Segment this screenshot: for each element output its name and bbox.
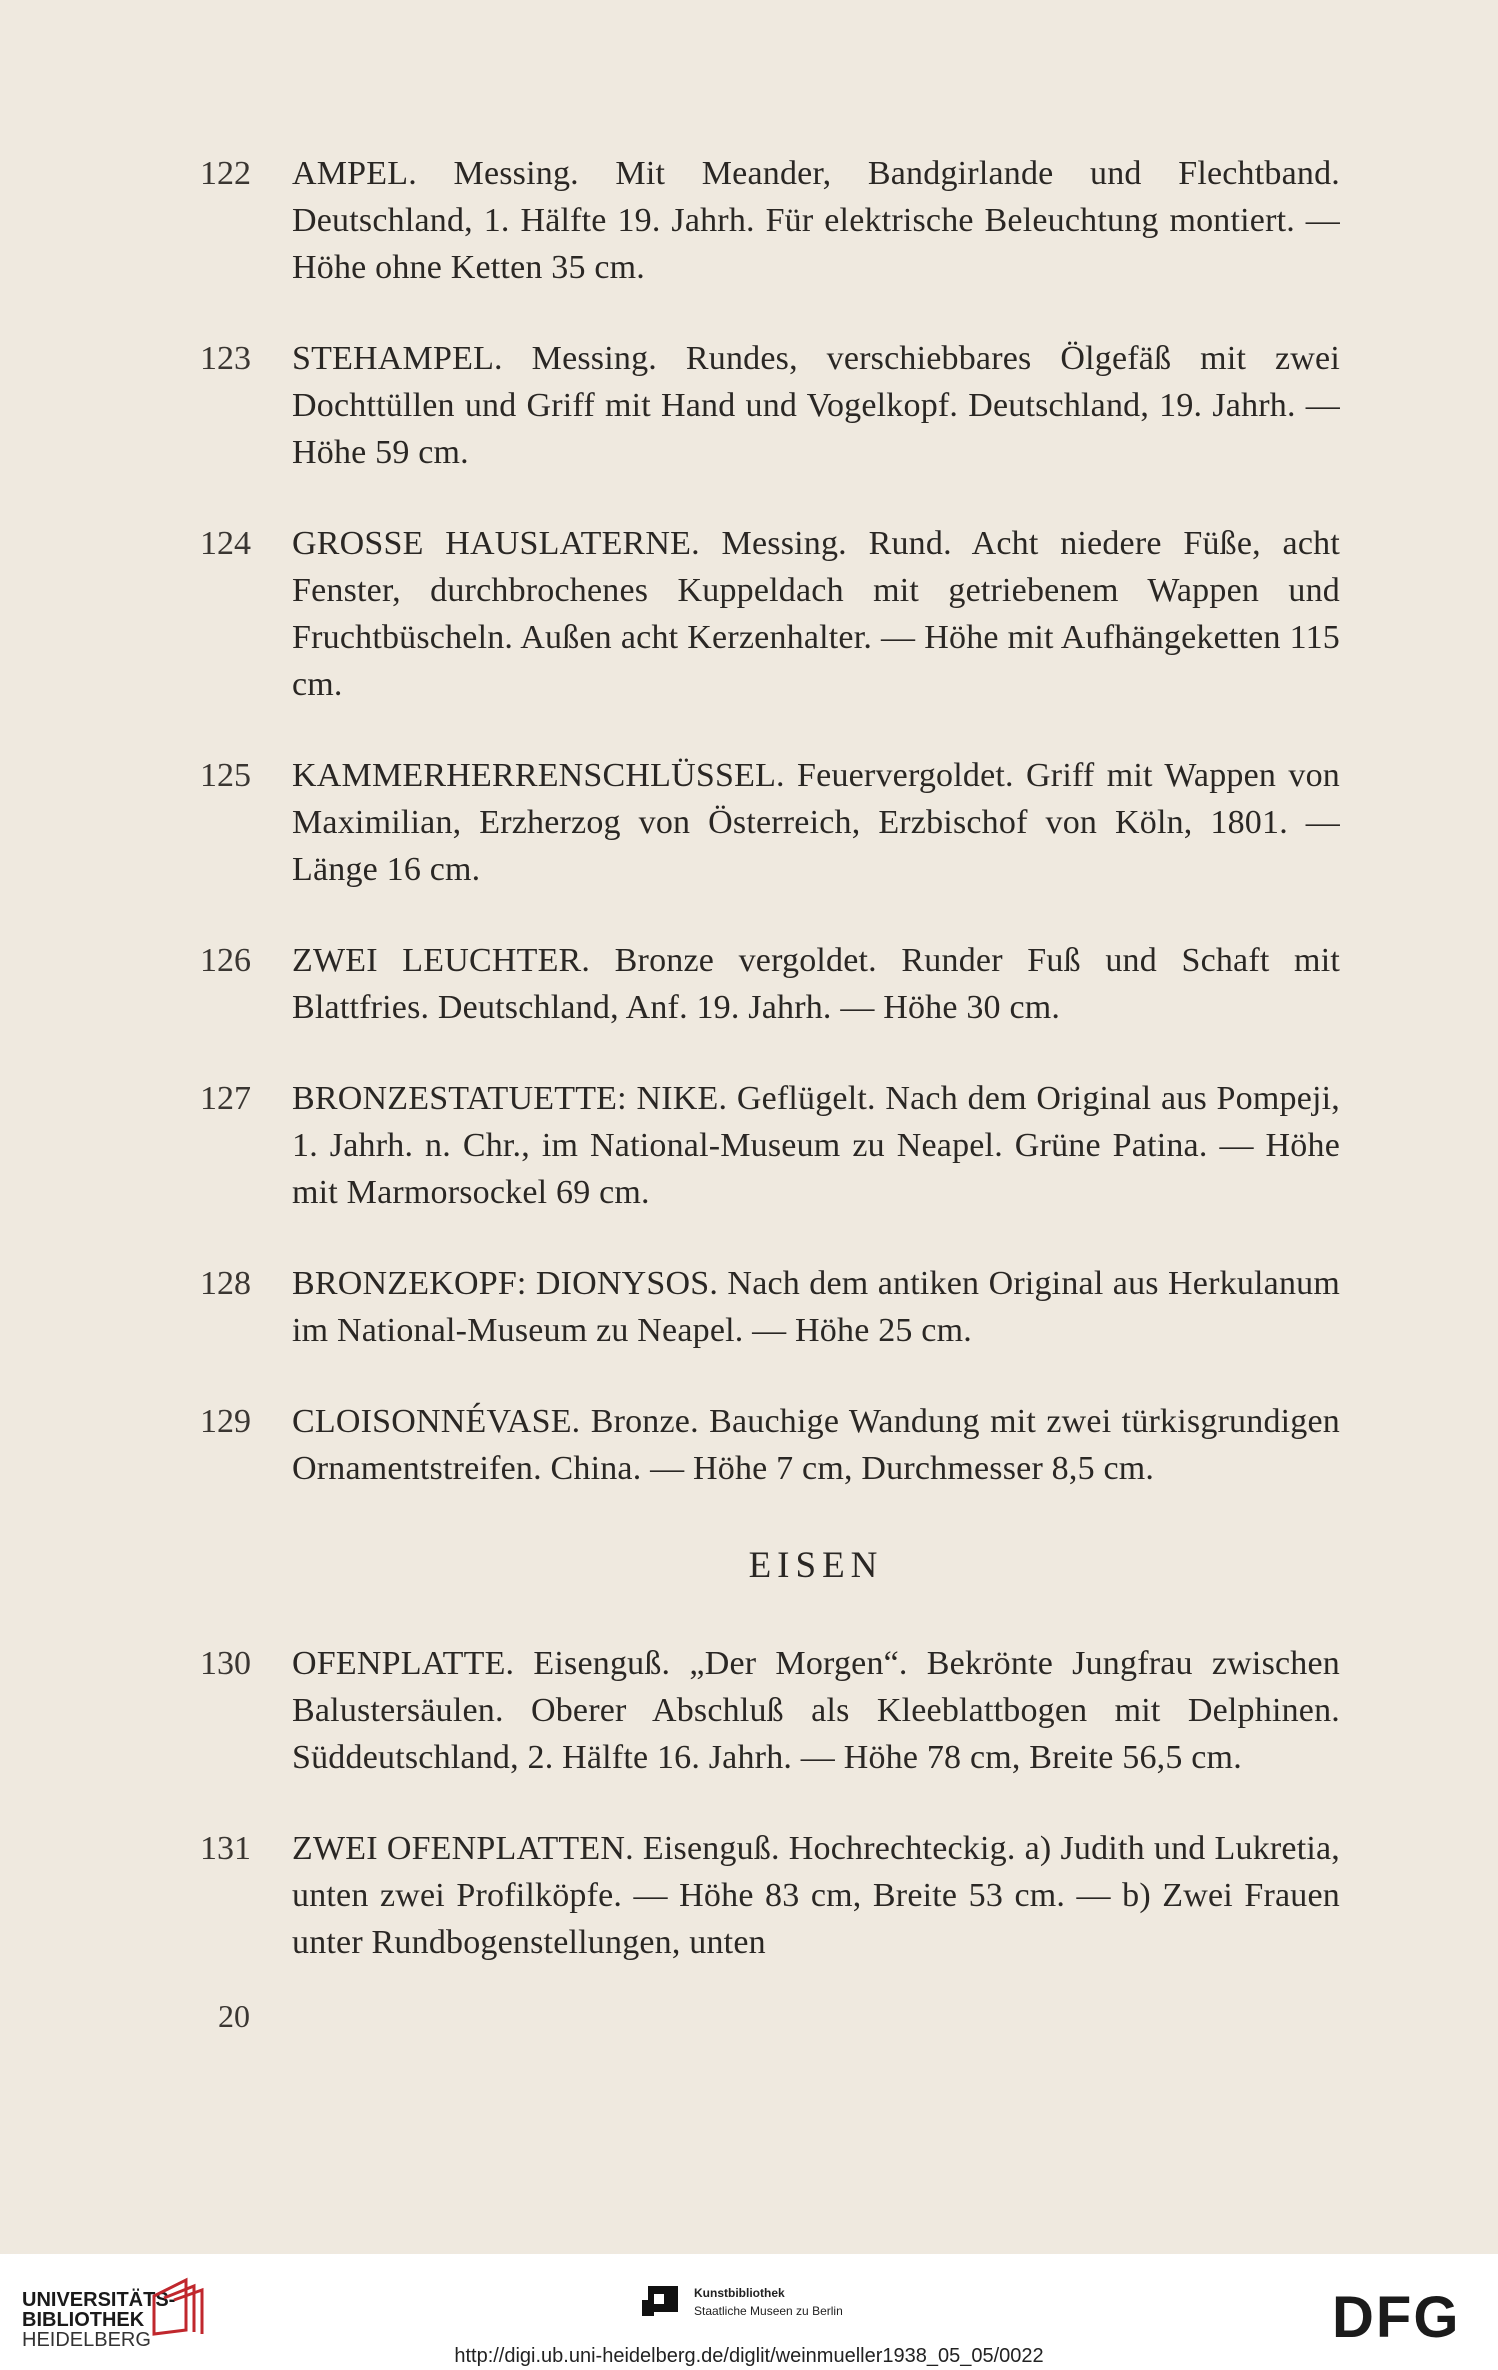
- catalog-entry: [200, 150, 1340, 291]
- entry-text: BRONZESTATUETTE: NIKE. Geflügelt. Nach dem Original aus Pompeji, 1. Jahrh. n. Chr., im National-Museum zu Neapel. Grüne Patina. — Höhe mit Marmorsockel 69 cm.: [292, 1080, 1340, 1211]
- entry-number: 123: [200, 340, 251, 377]
- kb-subtitle: Staatliche Museen zu Berlin: [694, 2304, 843, 2318]
- entry-text: KAMMERHERRENSCHLÜSSEL. Feuervergoldet. Griff mit Wappen von Maximilian, Erzherzog von Österreich, Erzbischof von Köln, 1801. — Länge 16 cm.: [292, 757, 1340, 888]
- kunstbibliothek-mark-icon: [640, 2280, 684, 2320]
- catalog-entry: [200, 1075, 1340, 1216]
- catalog-entry: [200, 520, 1340, 708]
- entry-number: 122: [200, 155, 251, 192]
- entry-number: 129: [200, 1403, 251, 1440]
- library-line-1: UNIVERSITÄTS-: [22, 2289, 176, 2311]
- catalog-entry: [200, 335, 1340, 476]
- entry-number: 126: [200, 942, 251, 979]
- catalog-entry: [200, 1640, 1340, 1781]
- page-number: 20: [218, 1998, 250, 2034]
- entry-text: ZWEI LEUCHTER. Bronze vergoldet. Runder Fuß und Schaft mit Blattfries. Deutschland, Anf. 19. Jahrh. — Höhe 30 cm.: [292, 942, 1340, 1026]
- entries-group-eisen: [200, 1640, 1340, 1966]
- kunstbibliothek-logo[interactable]: [640, 2280, 843, 2325]
- library-line-2: BIBLIOTHEK: [22, 2309, 145, 2331]
- entry-number: 128: [200, 1265, 251, 1302]
- entry-text: STEHAMPEL. Messing. Rundes, verschiebbares Ölgefäß mit zwei Dochttüllen und Griff mit Hand und Vogelkopf. Deutschland, 19. Jahrh. — Höhe 59 cm.: [292, 340, 1340, 471]
- dfg-logo[interactable]: DFG: [1332, 2285, 1461, 2350]
- digitization-footer: [0, 2254, 1498, 2370]
- catalog-entry: [200, 1825, 1340, 1966]
- catalog-entry: [200, 752, 1340, 893]
- catalog-entry: [200, 1398, 1340, 1492]
- catalog-entry: [200, 1260, 1340, 1354]
- entries-group-bronze: [200, 150, 1340, 1492]
- entry-number: 131: [200, 1830, 251, 1867]
- entry-number: 130: [200, 1645, 251, 1682]
- entry-number: 125: [200, 757, 251, 794]
- entry-text: GROSSE HAUSLATERNE. Messing. Rund. Acht niedere Füße, acht Fenster, durchbrochenes Kuppeldach mit getriebenem Wappen und Fruchtbüscheln. Außen acht Kerzenhalter. — Höhe mit Aufhängeketten 115 cm.: [292, 525, 1340, 703]
- entry-number: 127: [200, 1080, 251, 1117]
- kb-title: Kunstbibliothek: [694, 2286, 785, 2300]
- entry-text: BRONZEKOPF: DIONYSOS. Nach dem antiken Original aus Herkulanum im National-Museum zu Neapel. — Höhe 25 cm.: [292, 1265, 1340, 1349]
- section-heading: EISEN: [748, 1545, 884, 1586]
- entry-text: AMPEL. Messing. Mit Meander, Bandgirlande und Flechtband. Deutschland, 1. Hälfte 19. Jahrh. Für elektrische Beleuchtung montiert. — Höhe ohne Ketten 35 cm.: [292, 155, 1340, 286]
- permalink-url[interactable]: http://digi.ub.uni-heidelberg.de/diglit/weinmueller1938_05_05/0022: [454, 2345, 1044, 2367]
- catalog-entry: [200, 937, 1340, 1031]
- ub-heidelberg-mark-icon: [150, 2276, 206, 2338]
- entry-number: 124: [200, 525, 251, 562]
- entry-text: ZWEI OFENPLATTEN. Eisenguß. Hochrechteckig. a) Judith und Lukretia, unten zwei Profilköpfe. — Höhe 83 cm, Breite 53 cm. — b) Zwei Frauen unter Rundbogenstellungen, unten: [292, 1830, 1340, 1961]
- entry-text: OFENPLATTE. Eisenguß. „Der Morgen“. Bekrönte Jungfrau zwischen Balustersäulen. Oberer Abschluß als Kleeblattbogen mit Delphinen. Süddeutschland, 2. Hälfte 16. Jahrh. — Höhe 78 cm, Breite 56,5 cm.: [292, 1645, 1340, 1776]
- library-line-3: HEIDELBERG: [22, 2329, 151, 2351]
- entry-text: CLOISONNÉVASE. Bronze. Bauchige Wandung mit zwei türkisgrundigen Ornamentstreifen. China. — Höhe 7 cm, Durchmesser 8,5 cm.: [292, 1403, 1340, 1487]
- catalog-entries: [200, 150, 1340, 2010]
